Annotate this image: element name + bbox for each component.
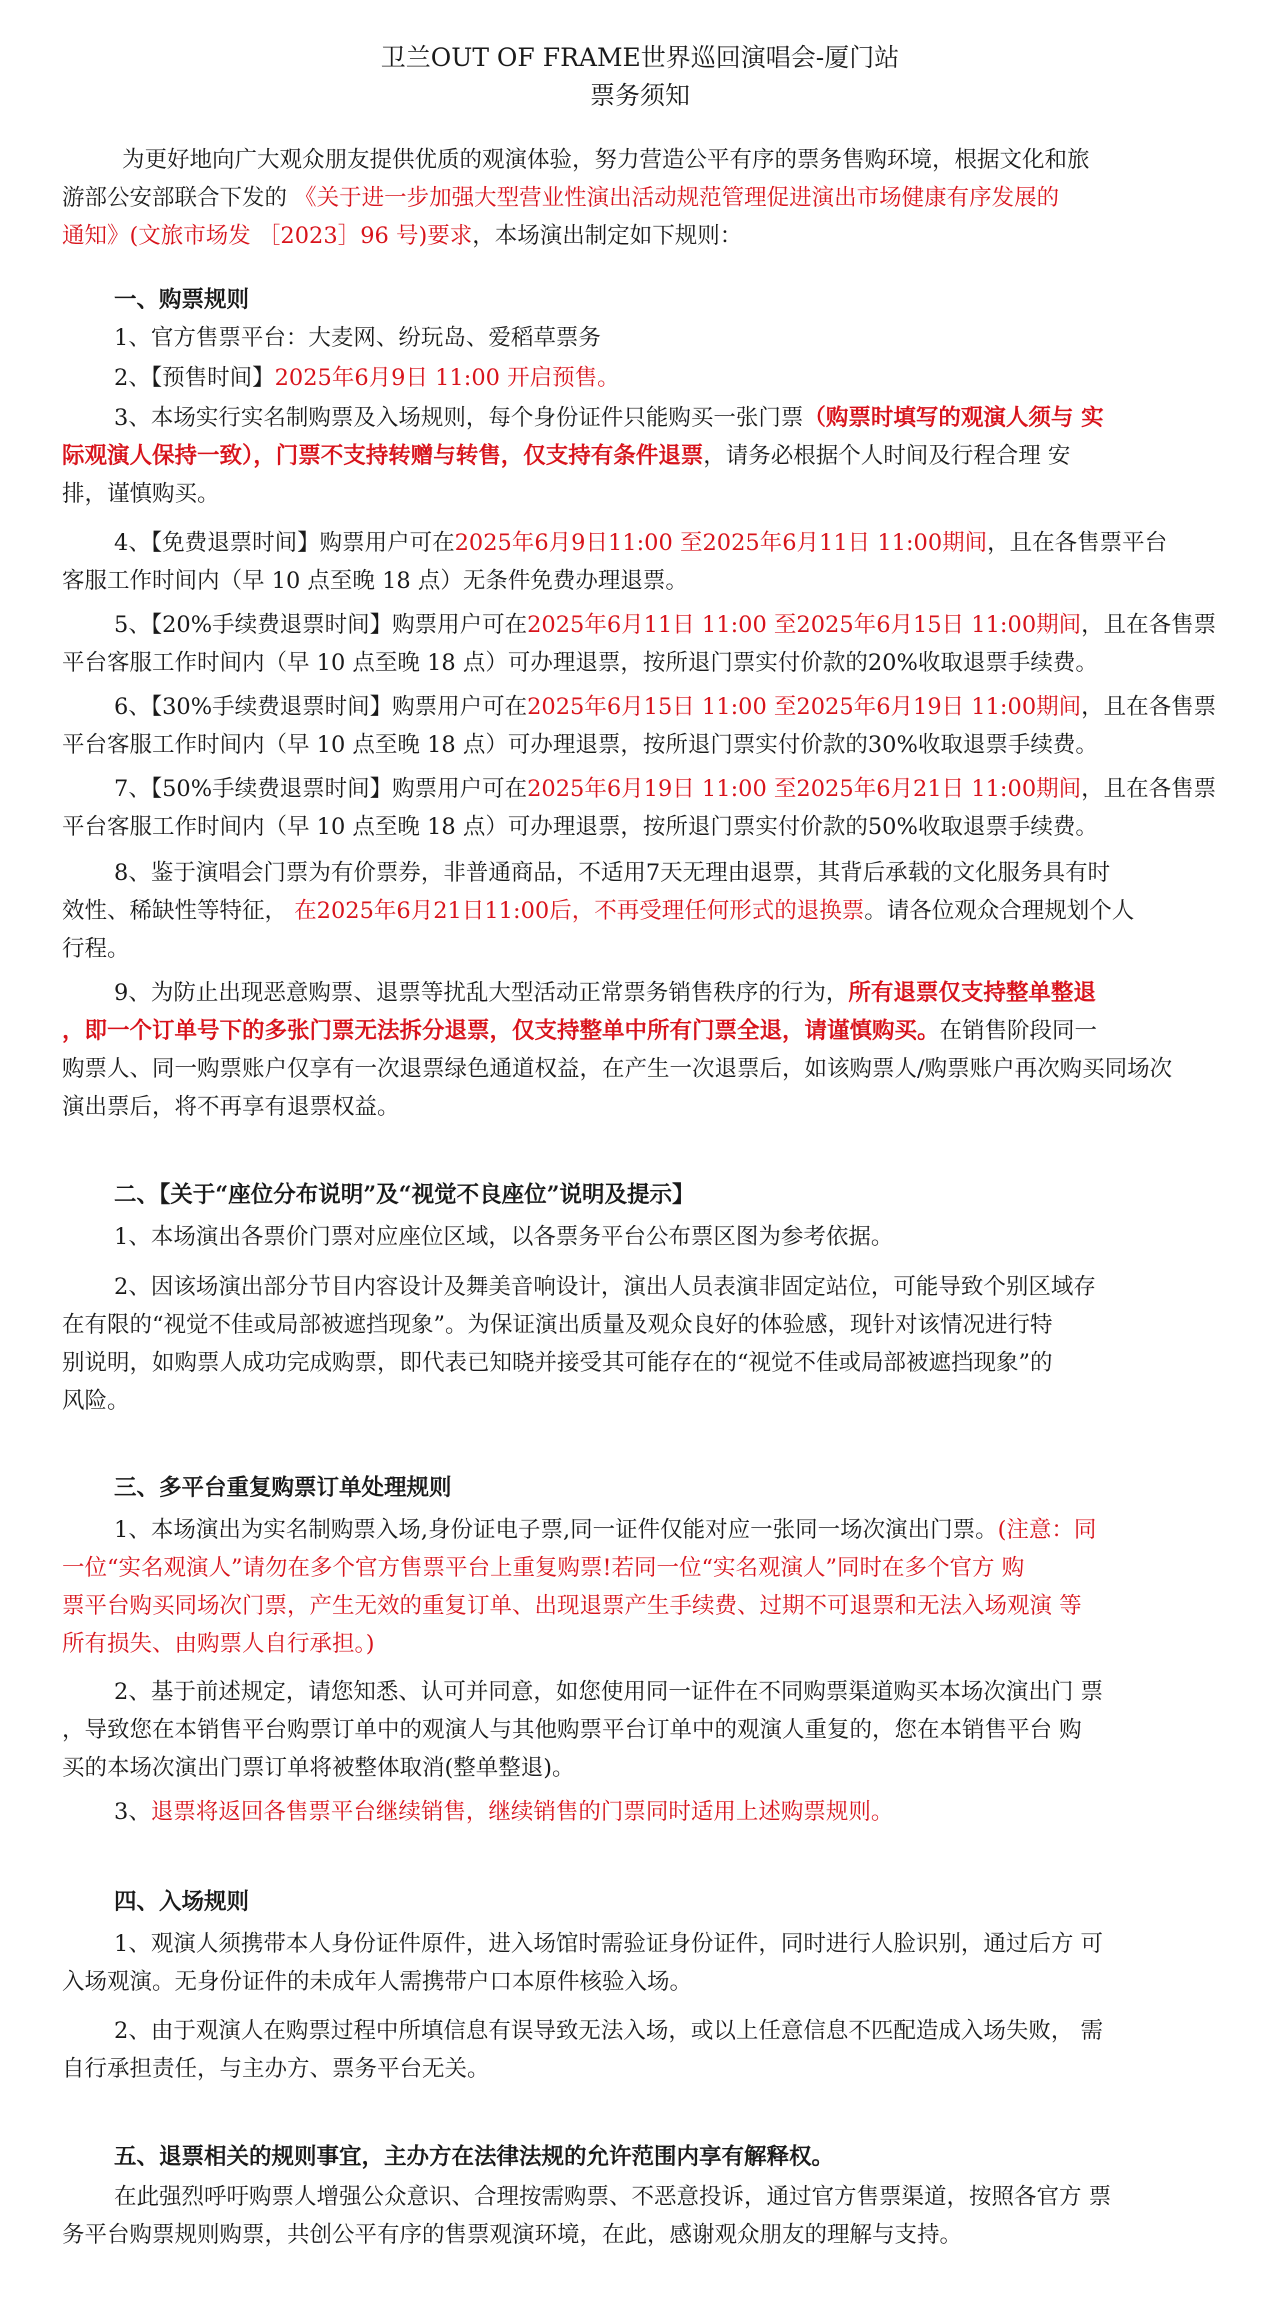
text-line <box>62 144 1280 176</box>
text-segment: 入场观演。无身份证件的未成年人需携带户口本原件核验入场。 <box>62 1969 693 1995</box>
text-segment: 为更好地向广大观众朋友提供优质的观演体验，努力营造公平有序的票务售购环境，根据文化和旅 <box>122 147 1090 173</box>
text-segment: 5、【20%手续费退票时间】购票用户可在 <box>114 612 528 638</box>
highlighted-text: 2025年6月9日11:00 至2025年6月11日 11:00期间 <box>454 530 988 556</box>
text-line <box>62 1514 1274 1546</box>
text-line <box>62 729 1222 761</box>
text-line <box>62 1053 1222 1085</box>
text-line <box>62 1309 1222 1341</box>
text-segment: 在此强烈呼吁购票人增强公众意识、合理按需购票、不恶意投诉，通过官方售票渠道，按照各官方 票 <box>114 2184 1112 2210</box>
text-segment: 二、【关于“座位分布说明”及“视觉不良座位”说明及提示】 <box>114 1182 695 1208</box>
text-segment: 客服工作时间内（早 10 点至晚 18 点）无条件免费办理退票。 <box>62 568 688 594</box>
highlighted-text: (注意：同 <box>997 1517 1097 1543</box>
text-line <box>62 2015 1274 2047</box>
text-line <box>62 322 1274 354</box>
text-line <box>62 1015 1222 1047</box>
text-line <box>62 1796 1274 1828</box>
text-segment: 演出票后，将不再享有退票权益。 <box>62 1094 400 1120</box>
page-subtitle: 票务须知 <box>589 81 690 110</box>
text-line <box>62 2219 1222 2251</box>
text-line <box>62 647 1222 679</box>
text-segment: ，且在各售票 <box>1081 776 1217 802</box>
text-segment: 在销售阶段同一 <box>939 1018 1098 1044</box>
text-segment: 风险。 <box>62 1388 130 1414</box>
page-title: 卫兰OUT OF FRAME世界巡回演唱会-厦门站 <box>380 43 900 72</box>
text-segment: 平台客服工作时间内（早 10 点至晚 18 点）可办理退票，按所退门票实付价款的30%收取退票手续费。 <box>62 732 1098 758</box>
text-segment: 3、本场实行实名制购票及入场规则，每个身份证件只能购买一张门票 <box>114 405 804 431</box>
section-heading <box>62 1886 1274 1918</box>
text-line <box>62 1590 1222 1622</box>
section-heading <box>62 1179 1274 1211</box>
text-segment: 3、 <box>114 1799 151 1825</box>
text-line <box>62 933 1222 965</box>
text-line <box>62 1628 1222 1660</box>
text-segment: 平台客服工作时间内（早 10 点至晚 18 点）可办理退票，按所退门票实付价款的20%收取退票手续费。 <box>62 650 1098 676</box>
text-segment: 别说明，如购票人成功完成购票，即代表已知晓并接受其可能存在的“视觉不佳或局部被遮挡现象”的 <box>62 1350 1053 1376</box>
text-line <box>62 220 1222 252</box>
text-line <box>62 1966 1222 1998</box>
text-line <box>62 811 1222 843</box>
text-line <box>62 1928 1274 1960</box>
text-line <box>62 895 1222 927</box>
text-line <box>62 977 1274 1009</box>
text-line <box>62 1676 1274 1708</box>
text-segment: 2、【预售时间】 <box>114 365 275 391</box>
text-segment: 务平台购票规则购票，共创公平有序的售票观演环境，在此，感谢观众朋友的理解与支持。 <box>62 2222 963 2248</box>
highlighted-text: 票平台购买同场次门票，产生无效的重复订单、出现退票产生手续费、过期不可退票和无法入场观演 等 <box>62 1593 1082 1619</box>
text-segment: ，请务必根据个人时间及行程合理 安 <box>703 443 1071 469</box>
text-line <box>62 1385 1222 1417</box>
text-segment: 五、退票相关的规则事宜，主办方在法律法规的允许范围内享有解释权。 <box>114 2144 835 2170</box>
section-heading <box>62 2141 1274 2173</box>
text-segment: 1、官方售票平台：大麦网、纷玩岛、爱稻草票务 <box>114 325 601 351</box>
text-segment: 自行承担责任，与主办方、票务平台无关。 <box>62 2056 490 2082</box>
text-segment: 4、【免费退票时间】购票用户可在 <box>114 530 455 556</box>
text-line <box>62 2181 1274 2213</box>
text-line <box>62 1091 1222 1123</box>
section-heading <box>62 284 1274 316</box>
text-line <box>62 1752 1222 1784</box>
text-line <box>62 478 1222 510</box>
text-segment: ，且在各售票 <box>1081 694 1217 720</box>
highlighted-text: 2025年6月19日 11:00 至2025年6月21日 11:00期间 <box>527 776 1082 802</box>
highlighted-text: 退票将返回各售票平台继续销售，继续销售的门票同时适用上述购票规则。 <box>150 1799 894 1825</box>
text-segment: 在有限的“视觉不佳或局部被遮挡现象”。为保证演出质量及观众良好的体验感，现针对该情况进行特 <box>62 1312 1053 1338</box>
section-heading <box>62 1472 1274 1504</box>
text-line <box>62 1221 1274 1253</box>
text-segment: 7、【50%手续费退票时间】购票用户可在 <box>114 776 528 802</box>
text-segment: 平台客服工作时间内（早 10 点至晚 18 点）可办理退票，按所退门票实付价款的50%收取退票手续费。 <box>62 814 1098 840</box>
text-line <box>62 2053 1222 2085</box>
text-line <box>62 362 1274 394</box>
text-segment: 行程。 <box>62 936 130 962</box>
highlighted-text: 2025年6月9日 11:00 开启预售。 <box>274 365 620 391</box>
text-segment: ，且在各售票平台 <box>987 530 1168 556</box>
text-line <box>62 773 1274 805</box>
text-line <box>62 1271 1274 1303</box>
highlighted-text: 所有损失、由购票人自行承担。) <box>62 1631 375 1657</box>
highlighted-text: 《关于进一步加强大型营业性演出活动规范管理促进演出市场健康有序发展的 <box>294 185 1060 211</box>
text-segment: 买的本场次演出门票订单将被整体取消(整单整退)。 <box>62 1755 575 1781</box>
text-segment: 1、本场演出各票价门票对应座位区域，以各票务平台公布票区图为参考依据。 <box>114 1224 894 1250</box>
text-segment: 四、入场规则 <box>114 1889 250 1915</box>
text-segment: 1、本场演出为实名制购票入场,身份证电子票,同一证件仅能对应一张同一场次演出门票。 <box>114 1517 998 1543</box>
text-segment: 效性、稀缺性等特征， <box>62 898 295 924</box>
text-segment: 排，谨慎购买。 <box>62 481 220 507</box>
text-segment: 购票人、同一购票账户仅享有一次退票绿色通道权益，在产生一次退票后，如该购票人/购票账户再次购买同场次 <box>62 1056 1173 1082</box>
highlighted-text: 一位“实名观演人”请勿在多个官方售票平台上重复购票!若同一位“实名观演人”同时在多个官方 购 <box>62 1555 1025 1581</box>
text-line <box>62 691 1274 723</box>
highlighted-text: 所有退票仅支持整单整退 <box>848 980 1096 1006</box>
highlighted-text: 通知》(文旅市场发 ［2023］96 号)要求 <box>62 223 473 249</box>
text-line <box>62 1552 1222 1584</box>
text-line <box>62 565 1222 597</box>
text-segment: 。请各位观众合理规划个人 <box>864 898 1135 924</box>
highlighted-text: 在2025年6月21日11:00后，不再受理任何形式的退换票 <box>294 898 865 924</box>
text-segment: 一、购票规则 <box>114 287 250 313</box>
text-line <box>62 440 1222 472</box>
text-segment: ，导致您在本销售平台购票订单中的观演人与其他购票平台订单中的观演人重复的，您在本销售平台 购 <box>62 1717 1082 1743</box>
text-segment: 三、多平台重复购票订单处理规则 <box>114 1475 452 1501</box>
text-segment: 9、为防止出现恶意购票、退票等扰乱大型活动正常票务销售秩序的行为， <box>114 980 849 1006</box>
text-line <box>62 609 1274 641</box>
highlighted-text: （购票时填写的观演人须与 实 <box>803 405 1104 431</box>
text-segment: 6、【30%手续费退票时间】购票用户可在 <box>114 694 528 720</box>
text-line <box>62 402 1274 434</box>
text-segment: ，且在各售票 <box>1081 612 1217 638</box>
text-line <box>62 857 1274 889</box>
highlighted-text: 2025年6月11日 11:00 至2025年6月15日 11:00期间 <box>527 612 1082 638</box>
highlighted-text: ，即一个订单号下的多张门票无法拆分退票，仅支持整单中所有门票全退，请谨慎购买。 <box>62 1018 940 1044</box>
highlighted-text: 2025年6月15日 11:00 至2025年6月19日 11:00期间 <box>527 694 1082 720</box>
text-line <box>62 1714 1222 1746</box>
text-segment: 2、因该场演出部分节目内容设计及舞美音响设计，演出人员表演非固定站位，可能导致个别区域存 <box>114 1274 1096 1300</box>
text-segment: 2、基于前述规定，请您知悉、认可并同意，如您使用同一证件在不同购票渠道购买本场次演出门 票 <box>114 1679 1103 1705</box>
text-segment: 1、观演人须携带本人身份证件原件，进入场馆时需验证身份证件，同时进行人脸识别，通过后方 可 <box>114 1931 1103 1957</box>
text-segment: 8、鉴于演唱会门票为有价票券，非普通商品，不适用7天无理由退票，其背后承载的文化服务具有时 <box>114 860 1111 886</box>
text-segment: 2、由于观演人在购票过程中所填信息有误导致无法入场，或以上任意信息不匹配造成入场失败， 需 <box>114 2018 1103 2044</box>
text-line <box>62 527 1274 559</box>
text-line <box>62 182 1222 214</box>
text-segment: ，本场演出制定如下规则： <box>472 223 743 249</box>
text-segment: 游部公安部联合下发的 <box>62 185 295 211</box>
text-line <box>62 1347 1222 1379</box>
highlighted-text: 际观演人保持一致），门票不支持转赠与转售，仅支持有条件退票 <box>62 443 704 469</box>
